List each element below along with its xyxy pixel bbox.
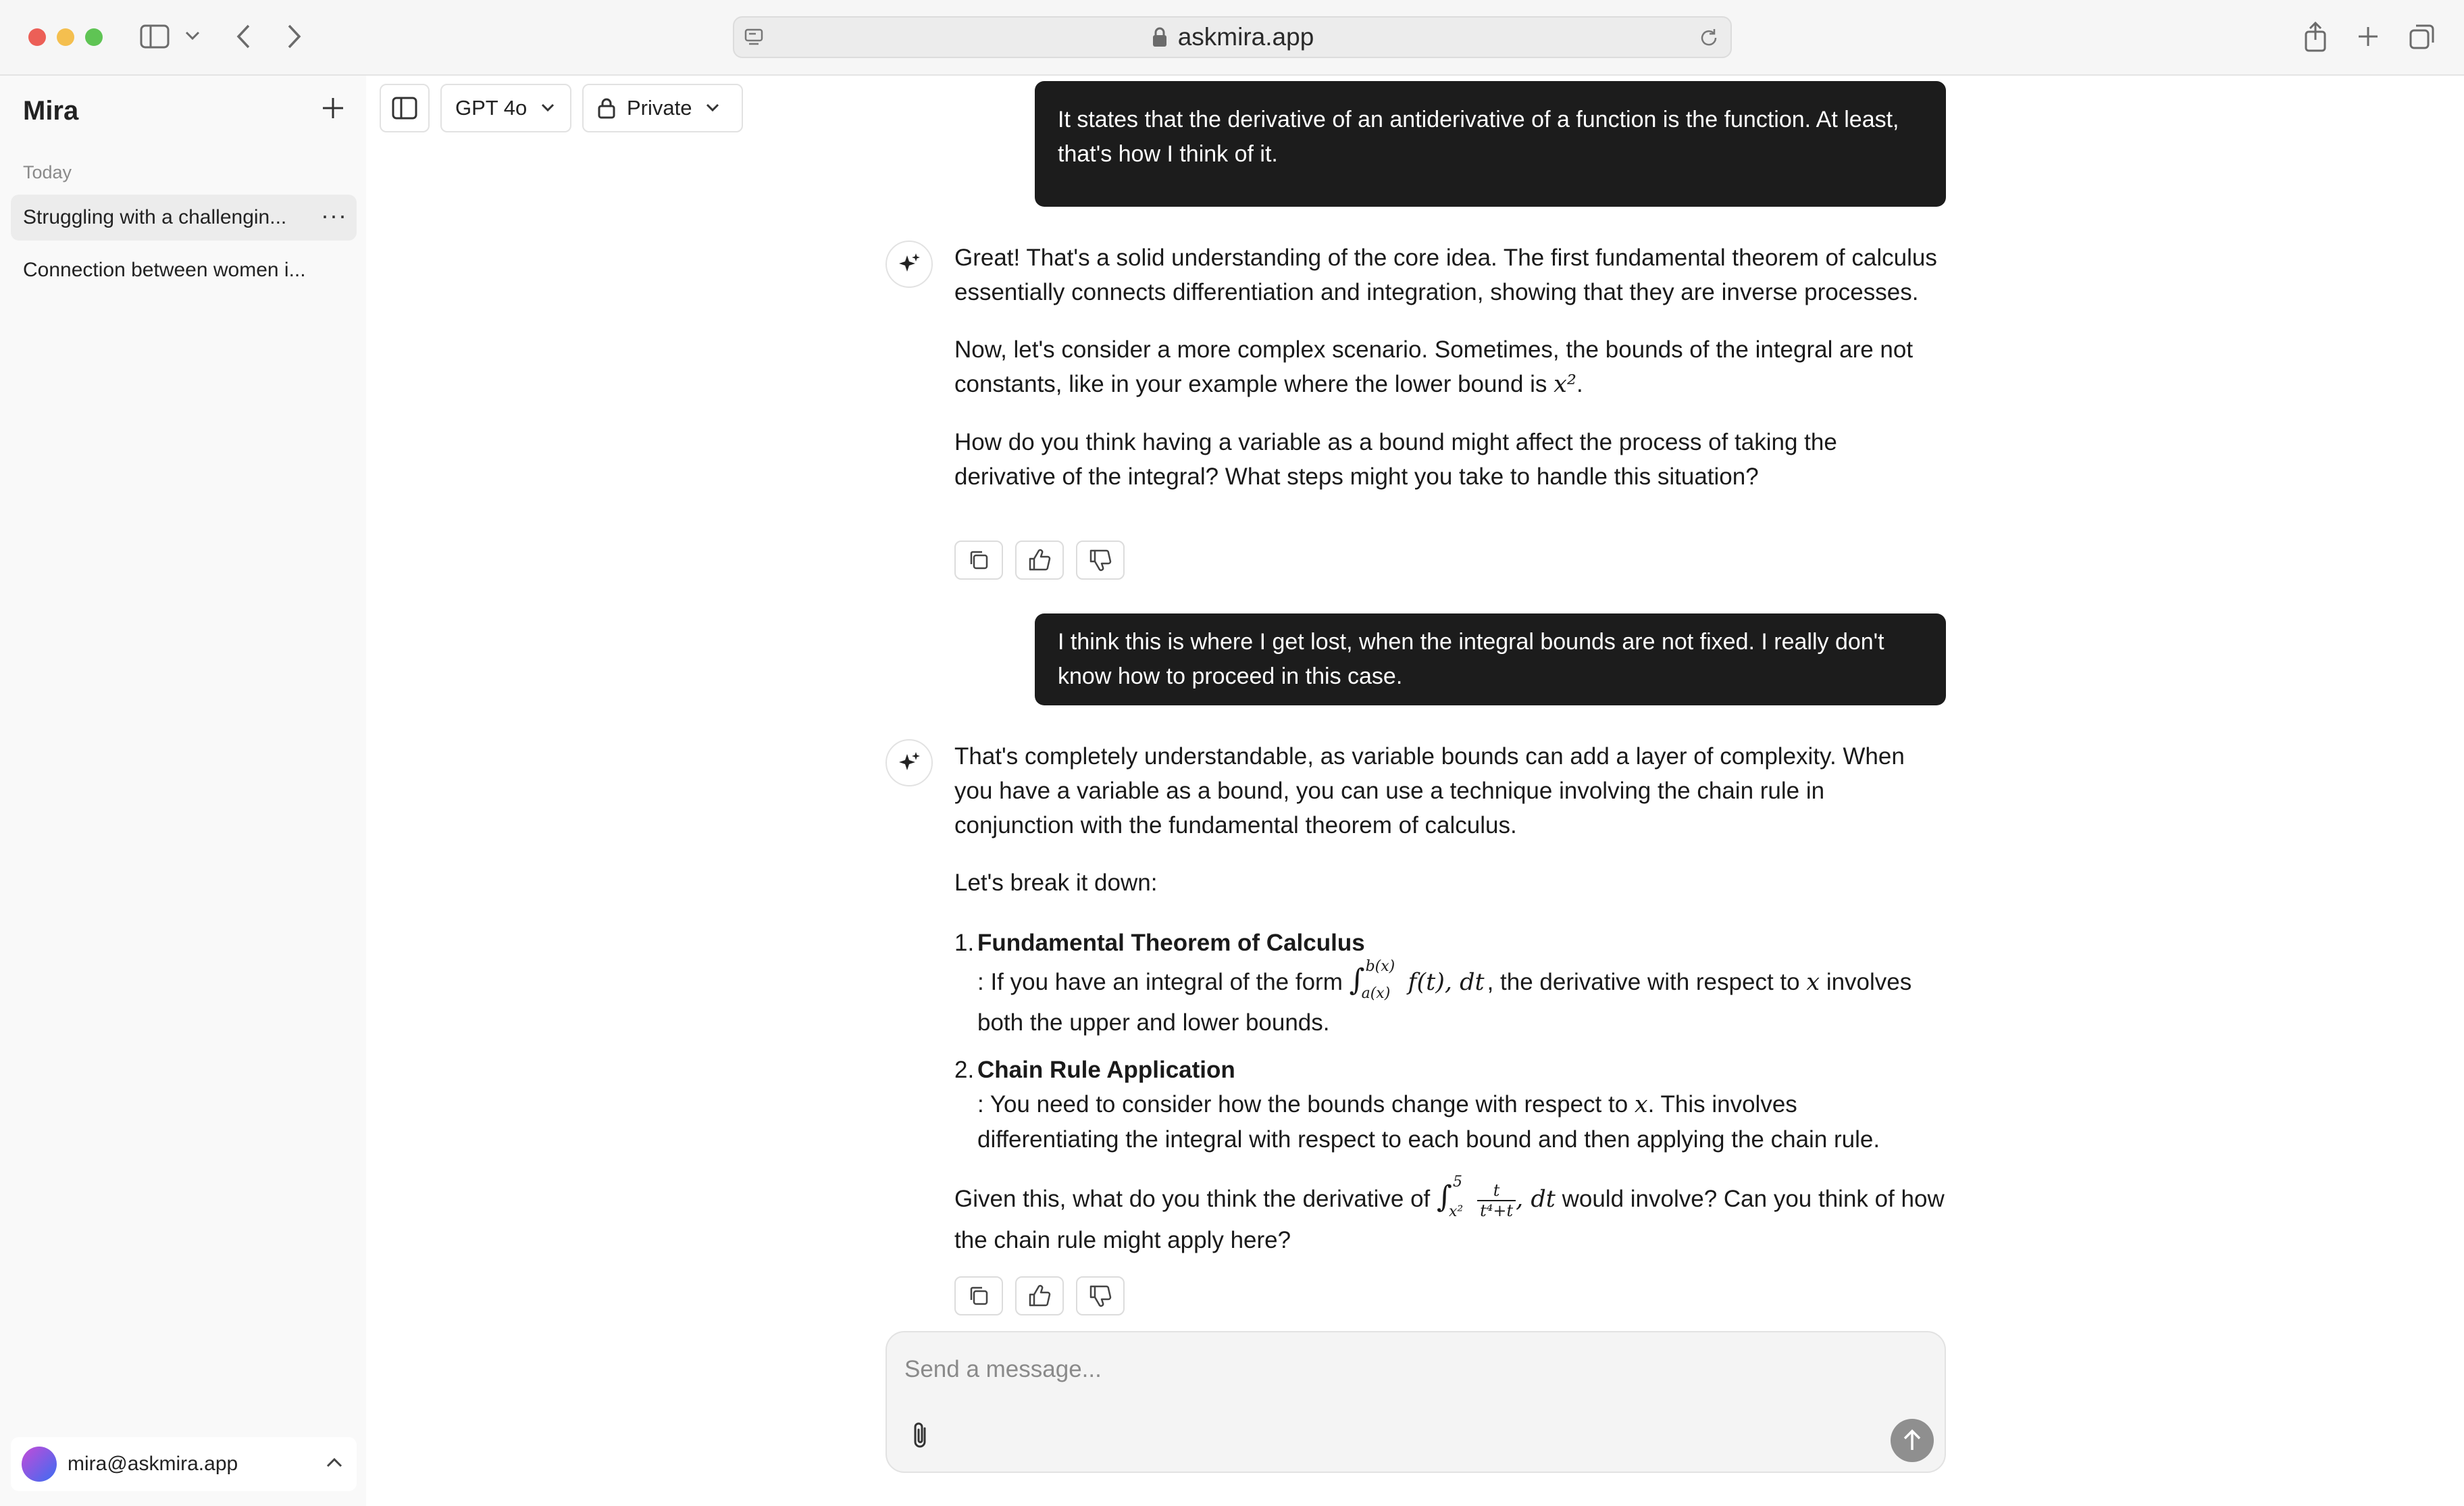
model-label: GPT 4o bbox=[455, 96, 528, 120]
thumbs-up-icon bbox=[1027, 1284, 1052, 1307]
page-settings-icon[interactable] bbox=[744, 27, 764, 51]
message-paragraph: That's completely understandable, as variable bounds can add a layer of complexity. When you have a variable as a bound, you can use a technique involving the chain rule in conjunction with the fundamental theorem of calculus. bbox=[954, 743, 1905, 838]
chevron-down-icon[interactable] bbox=[184, 27, 201, 45]
ordered-list bbox=[954, 926, 1945, 1157]
url-text: askmira.app bbox=[1177, 23, 1314, 51]
avatar bbox=[22, 1447, 57, 1482]
visibility-selector[interactable] bbox=[582, 84, 743, 132]
account-email: mira@askmira.app bbox=[68, 1453, 238, 1475]
model-selector[interactable] bbox=[440, 84, 571, 132]
message-paragraph: Great! That's a solid understanding of the core idea. The first fundamental theorem of calculus essentially connects differentiation and integration, showing that they are inverse processes. bbox=[954, 245, 1937, 305]
message-paragraph: Let's break it down: bbox=[954, 870, 1158, 896]
arrow-up-icon bbox=[1901, 1428, 1924, 1453]
list-item-body bbox=[977, 960, 1945, 1043]
assistant-message bbox=[954, 739, 1945, 1261]
integral-lower-bound: x² bbox=[1449, 1203, 1464, 1220]
message-actions bbox=[954, 541, 1125, 580]
math-differential: , dt bbox=[1516, 1186, 1556, 1213]
forward-arrow-icon[interactable] bbox=[282, 22, 307, 51]
fraction bbox=[1477, 1181, 1516, 1220]
sidebar-panel-icon bbox=[392, 97, 417, 120]
thumbs-up-button[interactable] bbox=[1015, 1276, 1064, 1315]
close-window-button[interactable] bbox=[28, 28, 46, 46]
lock-icon bbox=[1151, 26, 1169, 48]
list-item-text: , the derivative with respect to bbox=[1487, 969, 1800, 995]
section-label-today: Today bbox=[23, 162, 72, 182]
thumbs-down-button[interactable] bbox=[1076, 1276, 1125, 1315]
list-item bbox=[954, 1053, 1945, 1157]
paperclip-icon bbox=[907, 1420, 934, 1451]
account-menu[interactable] bbox=[11, 1437, 357, 1491]
send-button[interactable] bbox=[1891, 1419, 1934, 1462]
browser-titlebar bbox=[0, 0, 2464, 76]
list-item-text: : If you have an integral of the form bbox=[977, 969, 1343, 995]
math-expression: x² bbox=[1554, 371, 1576, 398]
copy-icon bbox=[967, 549, 990, 572]
assistant-message bbox=[954, 241, 1945, 494]
reload-icon[interactable] bbox=[1698, 27, 1720, 52]
list-item-text: involves both the upper and lower bounds. bbox=[977, 969, 1912, 1036]
chevron-down-icon bbox=[705, 103, 720, 113]
list-item-title: Fundamental Theorem of Calculus bbox=[977, 930, 1365, 956]
list-item-text: . This involves differentiating the integral with respect to each bound and then applying the chain rule. bbox=[977, 1091, 1880, 1153]
chat-title: Struggling with a challengin... bbox=[23, 206, 287, 228]
integral-expression: ∫ 5 x² $\frac{t}{\text{t⁴+t}}$ , dt bbox=[1437, 1177, 1556, 1220]
fraction-denominator: t⁴+t bbox=[1480, 1201, 1514, 1220]
copy-button[interactable] bbox=[954, 541, 1003, 580]
sidebar-toggle-icon[interactable] bbox=[139, 23, 170, 50]
thumbs-down-button[interactable] bbox=[1076, 541, 1125, 580]
user-message-text: It states that the derivative of an antiderivative of a function is the function. At least, that's how I think of it. bbox=[1058, 107, 1899, 167]
zoom-window-button[interactable] bbox=[85, 28, 103, 46]
assistant-avatar bbox=[886, 739, 933, 786]
list-item-body bbox=[977, 1087, 1945, 1157]
address-bar[interactable] bbox=[733, 16, 1732, 58]
sparkle-icon bbox=[896, 251, 922, 277]
thumbs-up-icon bbox=[1027, 549, 1052, 572]
integral-upper-bound: 5 bbox=[1453, 1174, 1463, 1190]
message-composer bbox=[886, 1331, 1946, 1473]
math-variable: x bbox=[1806, 969, 1820, 996]
new-chat-button[interactable] bbox=[316, 93, 350, 127]
tab-overview-icon[interactable] bbox=[2407, 22, 2437, 51]
share-icon[interactable] bbox=[2301, 19, 2330, 54]
message-actions bbox=[954, 1276, 1125, 1315]
visibility-label: Private bbox=[627, 96, 692, 120]
chat-title: Connection between women i... bbox=[23, 259, 306, 281]
message-paragraph: How do you think having a variable as a bound might affect the process of taking the derivative of the integral? What steps might you take to handle this situation? bbox=[954, 429, 1837, 490]
list-number: 1. bbox=[954, 930, 975, 956]
back-arrow-icon[interactable] bbox=[231, 22, 255, 51]
punctuation: . bbox=[1576, 371, 1583, 397]
fraction-numerator: t bbox=[1477, 1181, 1516, 1201]
app-name: Mira bbox=[23, 96, 79, 126]
message-input[interactable] bbox=[904, 1346, 1850, 1393]
paragraph-text: would involve? Can you think of how the chain rule might apply here? bbox=[954, 1186, 1945, 1253]
more-options-icon[interactable]: ··· bbox=[321, 201, 347, 229]
user-message bbox=[1035, 613, 1946, 705]
list-item-text: : You need to consider how the bounds change with respect to bbox=[977, 1091, 1628, 1118]
user-message bbox=[1035, 81, 1946, 207]
minimize-window-button[interactable] bbox=[57, 28, 74, 46]
paragraph-text: Given this, what do you think the derivative of bbox=[954, 1186, 1431, 1212]
integral-expression: ∫ b(x) a(x) f(t), dt bbox=[1350, 960, 1487, 1003]
assistant-avatar bbox=[886, 241, 933, 288]
user-message-text: I think this is where I get lost, when the integral bounds are not fixed. I really don't know how to proceed in this case. bbox=[1058, 629, 1884, 689]
copy-icon bbox=[967, 1284, 990, 1307]
message-paragraph bbox=[954, 1174, 1945, 1261]
lock-icon bbox=[597, 97, 616, 119]
attach-button[interactable] bbox=[907, 1420, 941, 1454]
list-item-title: Chain Rule Application bbox=[977, 1057, 1235, 1083]
chevron-up-icon bbox=[326, 1451, 343, 1474]
plus-icon bbox=[321, 96, 345, 120]
copy-button[interactable] bbox=[954, 1276, 1003, 1315]
math-variable: x bbox=[1634, 1091, 1648, 1118]
thumbs-down-icon bbox=[1088, 1284, 1112, 1307]
new-tab-icon[interactable] bbox=[2355, 23, 2382, 50]
toggle-sidebar-button[interactable] bbox=[380, 84, 430, 132]
paragraph-text: Now, let's consider a more complex scenario. Sometimes, the bounds of the integral are not constants, like in your example where the lower bound is bbox=[954, 336, 1914, 397]
chevron-down-icon bbox=[540, 103, 555, 113]
integral-upper-bound: b(x) bbox=[1365, 958, 1395, 975]
list-item bbox=[954, 926, 1945, 1043]
thumbs-down-icon bbox=[1088, 549, 1112, 572]
integral-lower-bound: a(x) bbox=[1361, 985, 1391, 1002]
list-number: 2. bbox=[954, 1057, 975, 1083]
message-paragraph bbox=[954, 332, 1945, 402]
thumbs-up-button[interactable] bbox=[1015, 541, 1064, 580]
sparkle-icon bbox=[896, 750, 922, 776]
